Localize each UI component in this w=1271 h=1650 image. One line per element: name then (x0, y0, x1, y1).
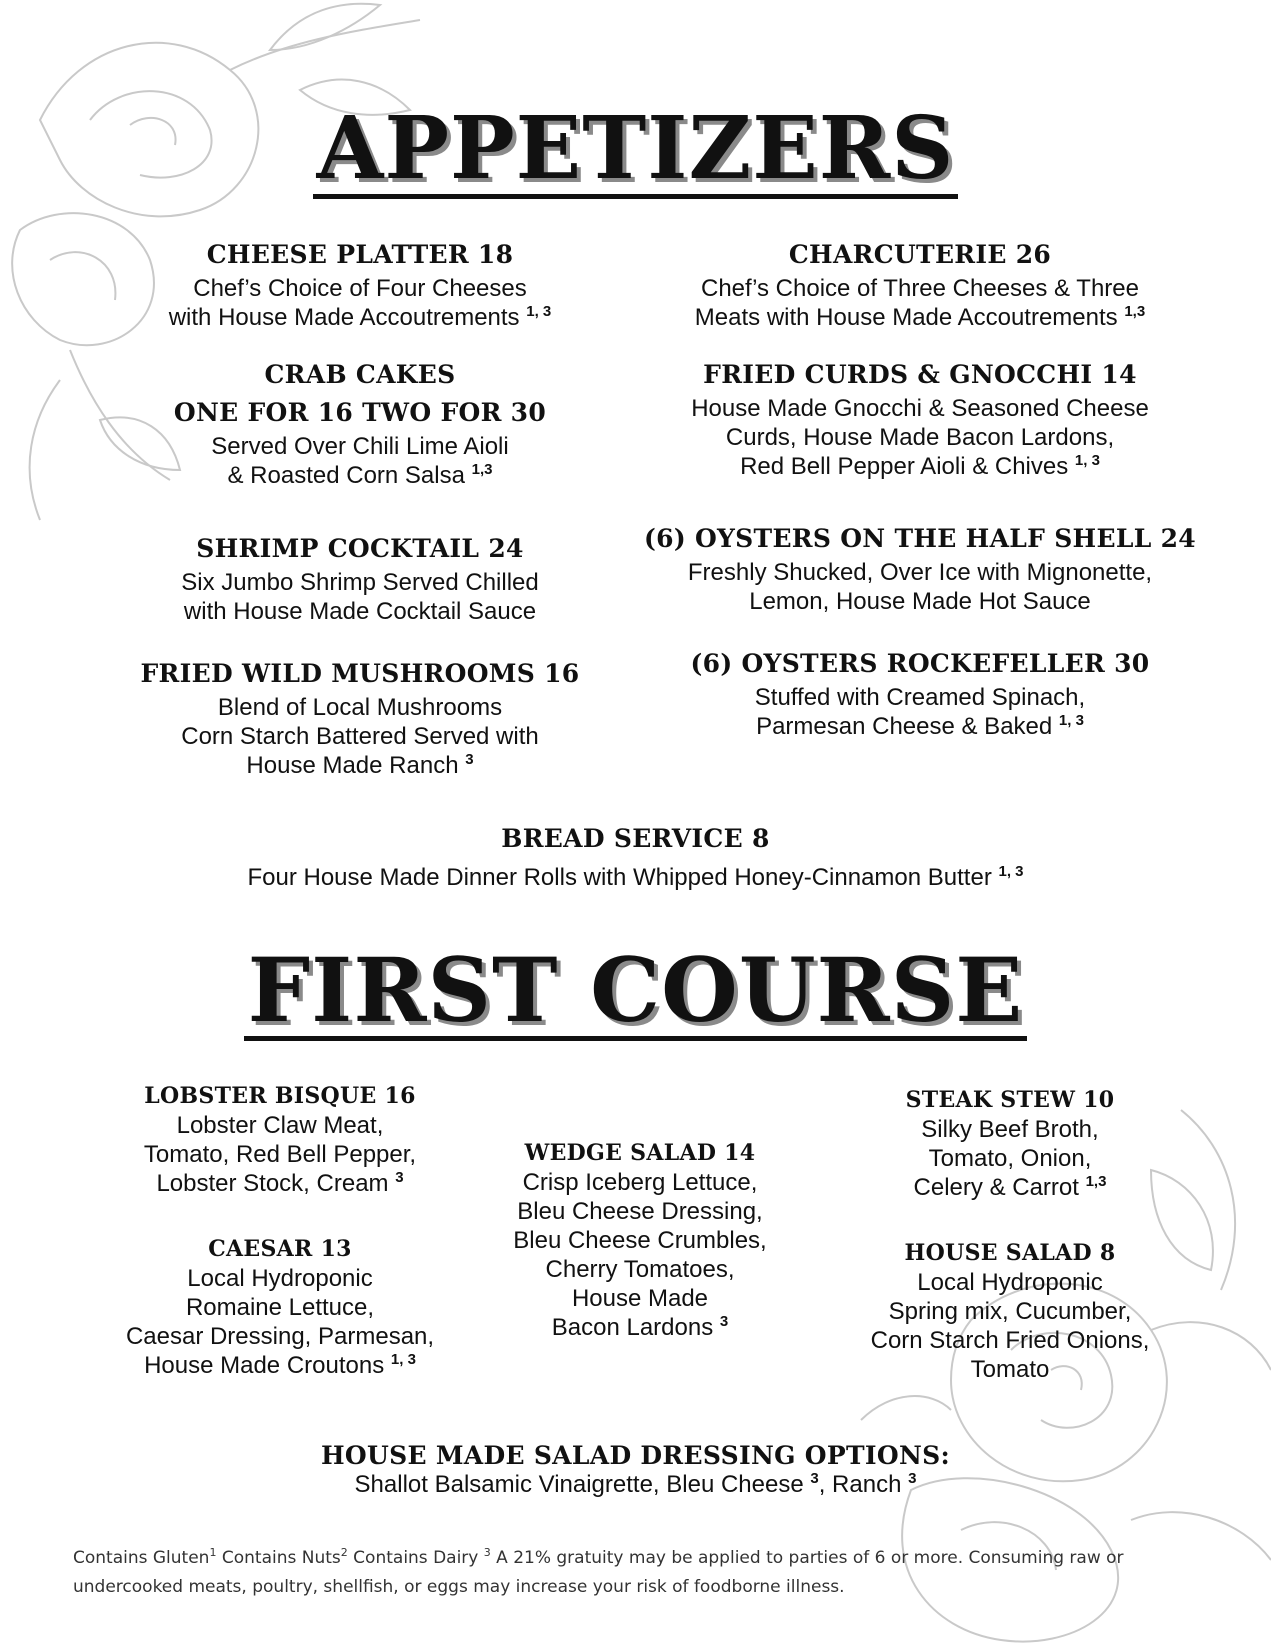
menu-item-steak-stew: STEAK STEW 10 Silky Beef Broth, Tomato, Onion, Celery & Carrot $^{1,3}$ (905, 1087, 1115, 1201)
menu-item-oysters-half-shell: (6) OYSTERS ON THE HALF SHELL 24 Freshly Shucked, Over Ice with Mignonette, Lemon, House Made Hot Sauce (644, 524, 1196, 615)
appetizers-heading: APPETIZERS (0, 98, 1271, 199)
menu-item-fried-curds-gnocchi: FRIED CURDS & GNOCCHI 14 House Made Gnocchi & Seasoned Cheese Curds, House Made Bacon Lardons, Red Bell Pepper Aioli & Chives $^{1, 3}$ (691, 360, 1149, 480)
menu-item-shrimp-cocktail: SHRIMP COCKTAIL 24 Six Jumbo Shrimp Served Chilled with House Made Cocktail Sauce (181, 534, 539, 625)
salad-dressing-options: HOUSE MADE SALAD DRESSING OPTIONS: Shallot Balsamic Vinaigrette, Bleu Cheese $^3$, Ranch $^3$ (321, 1441, 950, 1498)
menu-item-oysters-rockefeller: (6) OYSTERS ROCKEFELLER 30 Stuffed with Creamed Spinach, Parmesan Cheese & Baked $^{1, 3}$ (690, 649, 1150, 740)
menu-item-bread-service: BREAD SERVICE 8 Four House Made Dinner Rolls with Whipped Honey-Cinnamon Butter $^{1, 3}$ (247, 824, 1024, 891)
menu-item-lobster-bisque: LOBSTER BISQUE 16 Lobster Claw Meat, Tomato, Red Bell Pepper, Lobster Stock, Cream $^3$ (143, 1083, 417, 1197)
menu-item-crab-cakes: CRAB CAKES ONE FOR 16 TWO FOR 30 Served Over Chili Lime Aioli & Roasted Corn Salsa $^{1,3}$ (173, 360, 547, 489)
menu-item-caesar: CAESAR 13 Local Hydroponic Romaine Lettuce, Caesar Dressing, Parmesan, House Made Croutons $^{1, 3}$ (125, 1236, 435, 1379)
first-course-heading: FIRST COURSE (0, 938, 1271, 1042)
menu-item-wedge-salad: WEDGE SALAD 14 Crisp Iceberg Lettuce, Bleu Cheese Dressing, Bleu Cheese Crumbles, Cherry Tomatoes, House Made Bacon Lardons $^3$ (513, 1140, 767, 1341)
menu-item-house-salad: HOUSE SALAD 8 Local Hydroponic Spring mix, Cucumber, Corn Starch Fried Onions, Tomato (870, 1240, 1150, 1383)
menu-item-charcuterie: CHARCUTERIE 26 Chef’s Choice of Three Cheeses & Three Meats with House Made Accoutrements $^{1,3}$ (694, 240, 1146, 331)
menu-item-fried-wild-mushrooms: FRIED WILD MUSHROOMS 16 Blend of Local Mushrooms Corn Starch Battered Served with House Made Ranch $^3$ (140, 659, 580, 779)
menu-item-cheese-platter: CHEESE PLATTER 18 Chef’s Choice of Four Cheeses with House Made Accoutrements $^{1, 3}$ (168, 240, 552, 331)
allergen-disclaimer: Contains Gluten$^1$ Contains Nuts$^2$ Contains Dairy $^3$ A 21% gratuity may be applied to parties of 6 or more. Consuming raw or undercooked meats, poultry, shellfish, or eggs may increase your risk of foodborne illness. (73, 1546, 1124, 1597)
